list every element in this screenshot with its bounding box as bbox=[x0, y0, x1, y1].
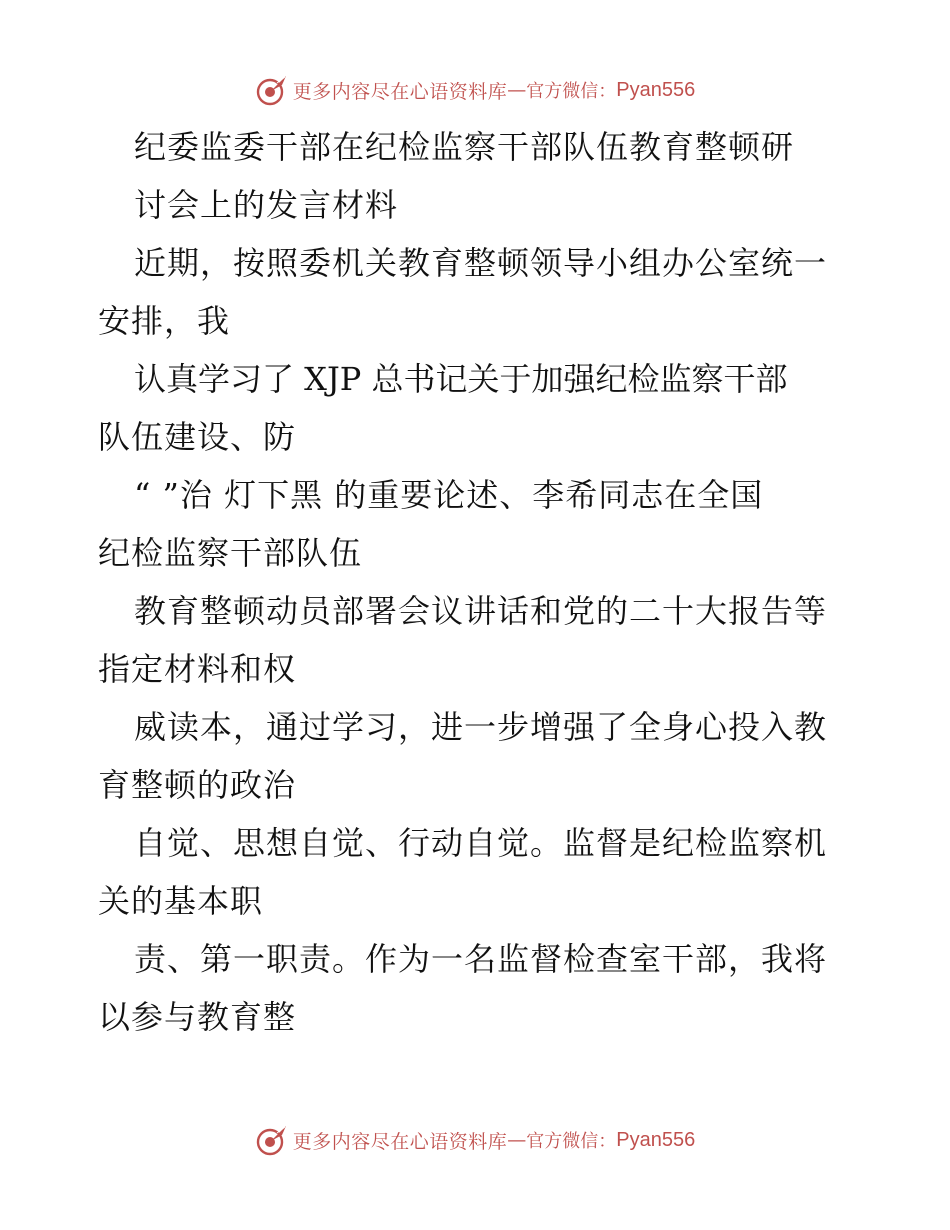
watermark-wechat-label: 官方微信： bbox=[526, 1131, 617, 1152]
title-line-2: 讨会上的发言材料 bbox=[134, 186, 399, 224]
quill-logo-icon bbox=[255, 1123, 289, 1157]
header-watermark bbox=[0, 70, 950, 110]
watermark-wechat-id: Pyan556 bbox=[616, 1128, 696, 1151]
watermark-wechat-label: 官方微信： bbox=[526, 81, 617, 102]
paragraph-line: 自觉、思想自觉、行动自觉。监督是纪检监察机 bbox=[134, 824, 828, 862]
watermark-wechat-id: Pyan556 bbox=[616, 78, 696, 101]
paragraph-line: 责、第一职责。作为一名监督检查室干部，我将 bbox=[134, 940, 828, 978]
paragraph-line: 近期，按照委机关教育整顿领导小组办公室统一 bbox=[134, 244, 828, 282]
watermark-site-text: 更多内容尽在心语资料库 bbox=[292, 80, 508, 103]
watermark-separator: — bbox=[507, 1129, 527, 1151]
paragraph-line: 以参与教育整 bbox=[98, 998, 297, 1036]
paragraph-line: 队伍建设、防 bbox=[98, 418, 297, 456]
quill-logo-icon bbox=[255, 73, 289, 107]
paragraph-line: 认真学习了 XJP 总书记关于加强纪检监察干部 bbox=[134, 360, 788, 398]
watermark-site-text: 更多内容尽在心语资料库 bbox=[292, 1130, 508, 1153]
paragraph-line: 指定材料和权 bbox=[98, 650, 297, 688]
paragraph-line: 纪检监察干部队伍 bbox=[98, 534, 363, 572]
paragraph-line: 育整顿的政治 bbox=[98, 766, 297, 804]
paragraph-line: 教育整顿动员部署会议讲话和党的二十大报告等 bbox=[134, 592, 828, 630]
footer-watermark bbox=[0, 1120, 950, 1160]
paragraph-line: 关的基本职 bbox=[98, 882, 264, 920]
paragraph-line: 威读本，通过学习，进一步增强了全身心投入教 bbox=[134, 708, 828, 746]
paragraph-line: 安排，我 bbox=[98, 302, 231, 340]
paragraph-line: “ ”治 灯下黑 的重要论述、李希同志在全国 bbox=[134, 476, 764, 514]
document-body bbox=[98, 118, 858, 1046]
title-line-1: 纪委监委干部在纪检监察干部队伍教育整顿研 bbox=[134, 128, 795, 166]
watermark-separator: — bbox=[507, 79, 527, 101]
